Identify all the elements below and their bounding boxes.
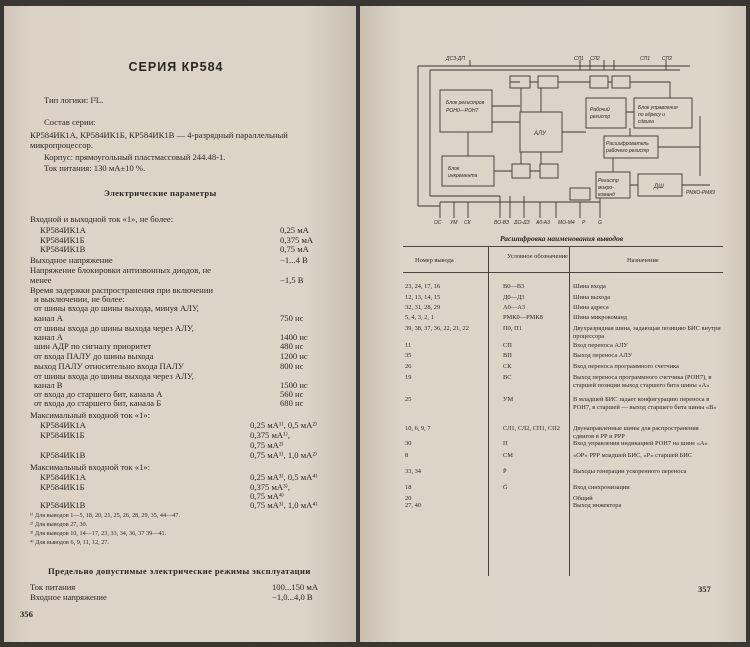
table-cell-sym: ВС: [503, 374, 512, 381]
table-cell-sym: УМ: [503, 396, 514, 403]
svg-text:Регистр: Регистр: [598, 178, 619, 184]
param-label: канал А: [34, 332, 63, 342]
svg-text:ДСЗ-ДП: ДСЗ-ДП: [446, 56, 465, 62]
param-label: от шины входа до шины выхода, минуя АЛУ,: [34, 303, 199, 313]
svg-text:УМ: УМ: [450, 220, 458, 224]
svg-text:СК: СК: [464, 220, 471, 224]
param-label: КР584ИК1В: [40, 500, 86, 510]
diagram-label-registers: Блок регистров: [446, 100, 485, 106]
param-value: 680 нс: [280, 398, 304, 408]
table-cell-desc: Выход инжектора: [573, 502, 622, 509]
table-header-num: Номер вывода: [415, 257, 454, 264]
param-label: КР584ИК1Б: [40, 430, 85, 440]
package-text: Корпус: прямоугольный пластмассовый 244.48-1.: [44, 152, 226, 162]
param-label: КР584ИК1В: [40, 244, 86, 254]
table-cell-num: 10, 6, 9, 7: [405, 425, 431, 432]
param-label: КР584ИК1В: [40, 450, 86, 460]
table-cell-desc: Выходы генерации ускоренного переноса: [573, 468, 687, 475]
svg-text:ДШ: ДШ: [654, 184, 664, 190]
series-content: КР584ИК1А, КР584ИК1Б, КР584ИК1В — 4-разрядный параллельный: [30, 130, 288, 140]
limit-label: Входное напряжение: [30, 592, 107, 602]
diagram-label-alu: АЛУ: [534, 131, 546, 137]
param-value: 0,75 мА: [280, 244, 309, 254]
param-label: КР584ИК1А: [40, 472, 86, 482]
param-label: КР584ИК1А: [40, 225, 86, 235]
param-label: от шины входа до шины выхода через АЛУ,: [34, 323, 194, 333]
param-label: Напряжение блокировки антизвонных диодов, не: [30, 265, 211, 275]
svg-text:команд: команд: [598, 192, 615, 198]
param-value: 1200 нс: [280, 351, 308, 361]
table-title: Расшифровка наименования выводов: [500, 234, 624, 243]
table-cell-desc: Шина адреса: [573, 304, 609, 311]
param-value: 1500 нс: [280, 380, 308, 390]
page-title: СЕРИЯ КР584: [128, 60, 224, 74]
table-cell-sym: ВП: [503, 352, 512, 359]
limits-title: Предельно допустимые электрические режимы эксплуатации: [48, 566, 311, 576]
svg-text:СП2: СП2: [662, 56, 673, 62]
svg-text:ДО-ДЗ: ДО-ДЗ: [514, 220, 530, 224]
param-label: от входа ПАЛУ до шины выхода: [34, 351, 154, 361]
table-cell-num: 23, 24, 17, 16: [405, 283, 441, 290]
table-cell-desc: В младшей БИС задает конфигурацию переноса в РОН7, в старшей — выход старшего бита шины «В»: [573, 396, 717, 411]
param-label: и выключении, не более:: [34, 294, 125, 304]
param-label: канал А: [34, 313, 63, 323]
table-cell-desc: Двухразрядная шина, задающая позицию БИС внутри процессора: [573, 325, 721, 340]
param-value: 0,75 мА³⁾, 1,0 мА⁴⁾: [250, 500, 318, 510]
param-value: 0,25 мА³⁾, 0,5 мА⁴⁾: [250, 472, 318, 482]
series-content-2: микропроцессор.: [30, 140, 93, 150]
table-cell-desc: Шина микрокоманд: [573, 314, 628, 321]
svg-text:Рабочий: Рабочий: [590, 107, 610, 113]
table-header-desc: Назначение: [627, 257, 659, 264]
param-label: Выходное напряжение: [30, 255, 113, 265]
table-cell-desc: Вход переноса программного счетчика: [573, 363, 679, 370]
param-value: 0,375 мА¹⁾,: [250, 430, 290, 440]
param-label: от входа до старшего бит, канала Б: [34, 398, 162, 408]
svg-text:СП1: СП1: [640, 56, 651, 62]
param-value: 750 нс: [280, 313, 304, 323]
param-value: 0,75 мА⁴⁾: [250, 491, 284, 501]
param-value: 560 нс: [280, 389, 304, 399]
svg-text:микро-: микро-: [598, 185, 614, 191]
table-cell-desc: Вход синхронизации: [573, 484, 630, 491]
table-cell-num: 35: [405, 352, 412, 359]
param-value: 0,375 мА³⁾,: [250, 482, 290, 492]
table-cell-desc: Выход переноса программного счетчика (РОН7), в старшей позиции выход старшего бита шины «А»: [573, 374, 712, 389]
param-value: 0,375 мА: [280, 235, 314, 245]
table-cell-desc: Шина входа: [573, 283, 606, 290]
table-cell-desc: Вход переноса АЛУ: [573, 342, 628, 349]
table-cell-sym: СК: [503, 363, 512, 370]
limit-value: −1,0...4,0 В: [272, 592, 313, 602]
param-value: 0,75 мА²⁾: [250, 440, 284, 450]
svg-text:МО-М4: МО-М4: [558, 220, 575, 224]
svg-text:сдвига: сдвига: [638, 119, 654, 125]
svg-text:А0-А3: А0-А3: [536, 220, 550, 224]
table-cell-desc: «ОР» РРР младшей БИС, «Р» старшей БИС: [573, 452, 693, 459]
svg-text:G: G: [598, 220, 602, 224]
param-label: Время задержки распространения при включении: [30, 285, 213, 295]
table-cell-desc: Общий: [573, 495, 593, 502]
param-value: 480 нс: [280, 341, 304, 351]
table-cell-sym: СЛ1, СЛ2, СП1, СП2: [503, 425, 560, 432]
table-cell-sym: P̄: [503, 468, 507, 475]
params-title: Электрические параметры: [104, 188, 217, 198]
table-cell-sym: А0—А3: [503, 304, 526, 311]
param-label: от шины входа до шины выхода через АЛУ,: [34, 371, 194, 381]
table-cell-num: 11: [405, 342, 412, 349]
table-cell-sym: Ḡ: [503, 484, 508, 491]
svg-text:по адресу и: по адресу и: [638, 112, 666, 118]
table-cell-num: 8: [405, 452, 409, 459]
param-value: 0,25 мА¹⁾, 0,5 мА²⁾: [250, 420, 318, 430]
table-cell-num: 25: [405, 396, 412, 403]
diagram-label-increment: Блок: [448, 166, 460, 172]
param-value: −1...4 В: [280, 255, 308, 265]
table-cell-sym: СМ: [503, 452, 513, 459]
param-value: −1,5 В: [280, 275, 304, 285]
table-cell-num: 39, 38, 37, 36, 22, 21, 22: [405, 325, 469, 332]
table-cell-num: 30: [405, 440, 412, 447]
param-label: КР584ИК1А: [40, 420, 86, 430]
table-cell-num: 32, 31, 28, 29: [405, 304, 441, 311]
param-label: Максимальный входной ток «1»:: [30, 462, 151, 472]
table-cell-sym: СП: [503, 342, 512, 349]
series-label: Состав серии:: [44, 117, 96, 127]
svg-text:Р: Р: [582, 220, 586, 224]
block-diagram: [410, 56, 722, 224]
table-cell-num: 33, 34: [405, 468, 421, 475]
table-cell-num: 18: [405, 484, 412, 491]
table-cell-desc: Шина выхода: [573, 294, 611, 301]
table-cell-sym: В0—В3: [503, 283, 525, 290]
page-number-right: 357: [698, 584, 711, 594]
page-number-left: 356: [20, 609, 33, 619]
param-label: менее: [30, 275, 52, 285]
table-cell-num: 26: [405, 363, 412, 370]
table-cell-num: 19: [405, 374, 412, 381]
param-label: выход ПАЛУ относительно входа ПАЛУ: [34, 361, 184, 371]
svg-text:рабочего регистр: рабочего регистр: [606, 148, 650, 154]
param-label: Максимальный входной ток «1»:: [30, 410, 151, 420]
svg-text:Расшифрователь: Расшифрователь: [606, 141, 649, 147]
param-label: КР584ИК1Б: [40, 482, 85, 492]
param-value: 0,25 мА: [280, 225, 309, 235]
svg-text:Блок управления: Блок управления: [638, 105, 678, 111]
table-cell-num: 12, 13, 14, 15: [405, 294, 441, 301]
param-label: шин АДР по сигналу приоритет: [34, 341, 152, 351]
svg-text:РОН0—РОН7: РОН0—РОН7: [446, 108, 479, 114]
svg-text:инкремента: инкремента: [448, 173, 478, 179]
limit-label: Ток питания: [30, 582, 76, 592]
svg-text:РМКО-РМК9: РМКО-РМК9: [686, 190, 716, 196]
table-cell-num: 27, 40: [405, 502, 421, 509]
footnote: ²⁾ Для выводов 27, 30.: [30, 521, 88, 528]
supply-text: Ток питания: 130 мА±10 %.: [44, 163, 146, 173]
svg-text:регистр: регистр: [590, 114, 611, 120]
pin-table: [403, 246, 723, 576]
table-cell-sym: РМК0—РМК8: [503, 314, 543, 321]
param-value: 800 нс: [280, 361, 304, 371]
param-value: 0,75 мА¹⁾, 1,0 мА²⁾: [250, 450, 318, 460]
table-cell-sym: П: [503, 440, 508, 447]
param-label: канал В: [34, 380, 63, 390]
svg-text:ОС: ОС: [434, 220, 442, 224]
table-cell-sym: Д0—Д3: [503, 294, 525, 301]
footnote: ⁴⁾ Для выводов 6, 9, 11, 12, 27.: [30, 539, 109, 546]
table-cell-num: 20: [405, 495, 412, 502]
table-cell-desc: Вход управления индикацией РОН7 на шине «А»: [573, 440, 708, 447]
param-label: КР584ИК1Б: [40, 235, 85, 245]
limit-value: 100...150 мА: [272, 582, 319, 592]
footnote: ³⁾ Для выводов 10, 14—17, 23, 33, 34, 36, 37 39—41.: [30, 530, 167, 537]
svg-text:ВО-ВЗ: ВО-ВЗ: [494, 220, 510, 224]
table-cell-num: 5, 4, 3, 2, 1: [405, 314, 434, 321]
table-header-sym: Условное обозначение: [507, 253, 569, 260]
footnote: ¹⁾ Для выводов 1—5, 18, 20, 21, 25, 26, 28, 29, 35, 44—47.: [30, 512, 181, 519]
logic-type: Тип логики: I²L.: [44, 95, 104, 105]
svg-text:СЛ1: СЛ1: [574, 56, 584, 62]
param-value: 1400 нс: [280, 332, 308, 342]
table-cell-sym: П0, П1: [503, 325, 522, 332]
table-cell-desc: Выход переноса АЛУ: [573, 352, 633, 359]
param-label: Входной и выходной ток «1», не более:: [30, 214, 174, 224]
svg-text:СЛ2: СЛ2: [590, 56, 600, 62]
param-label: от входа до старшего бит, канала А: [34, 389, 163, 399]
table-cell-desc: Двунаправленные шины для распространения сдвигов в РР и РРР: [573, 425, 699, 440]
